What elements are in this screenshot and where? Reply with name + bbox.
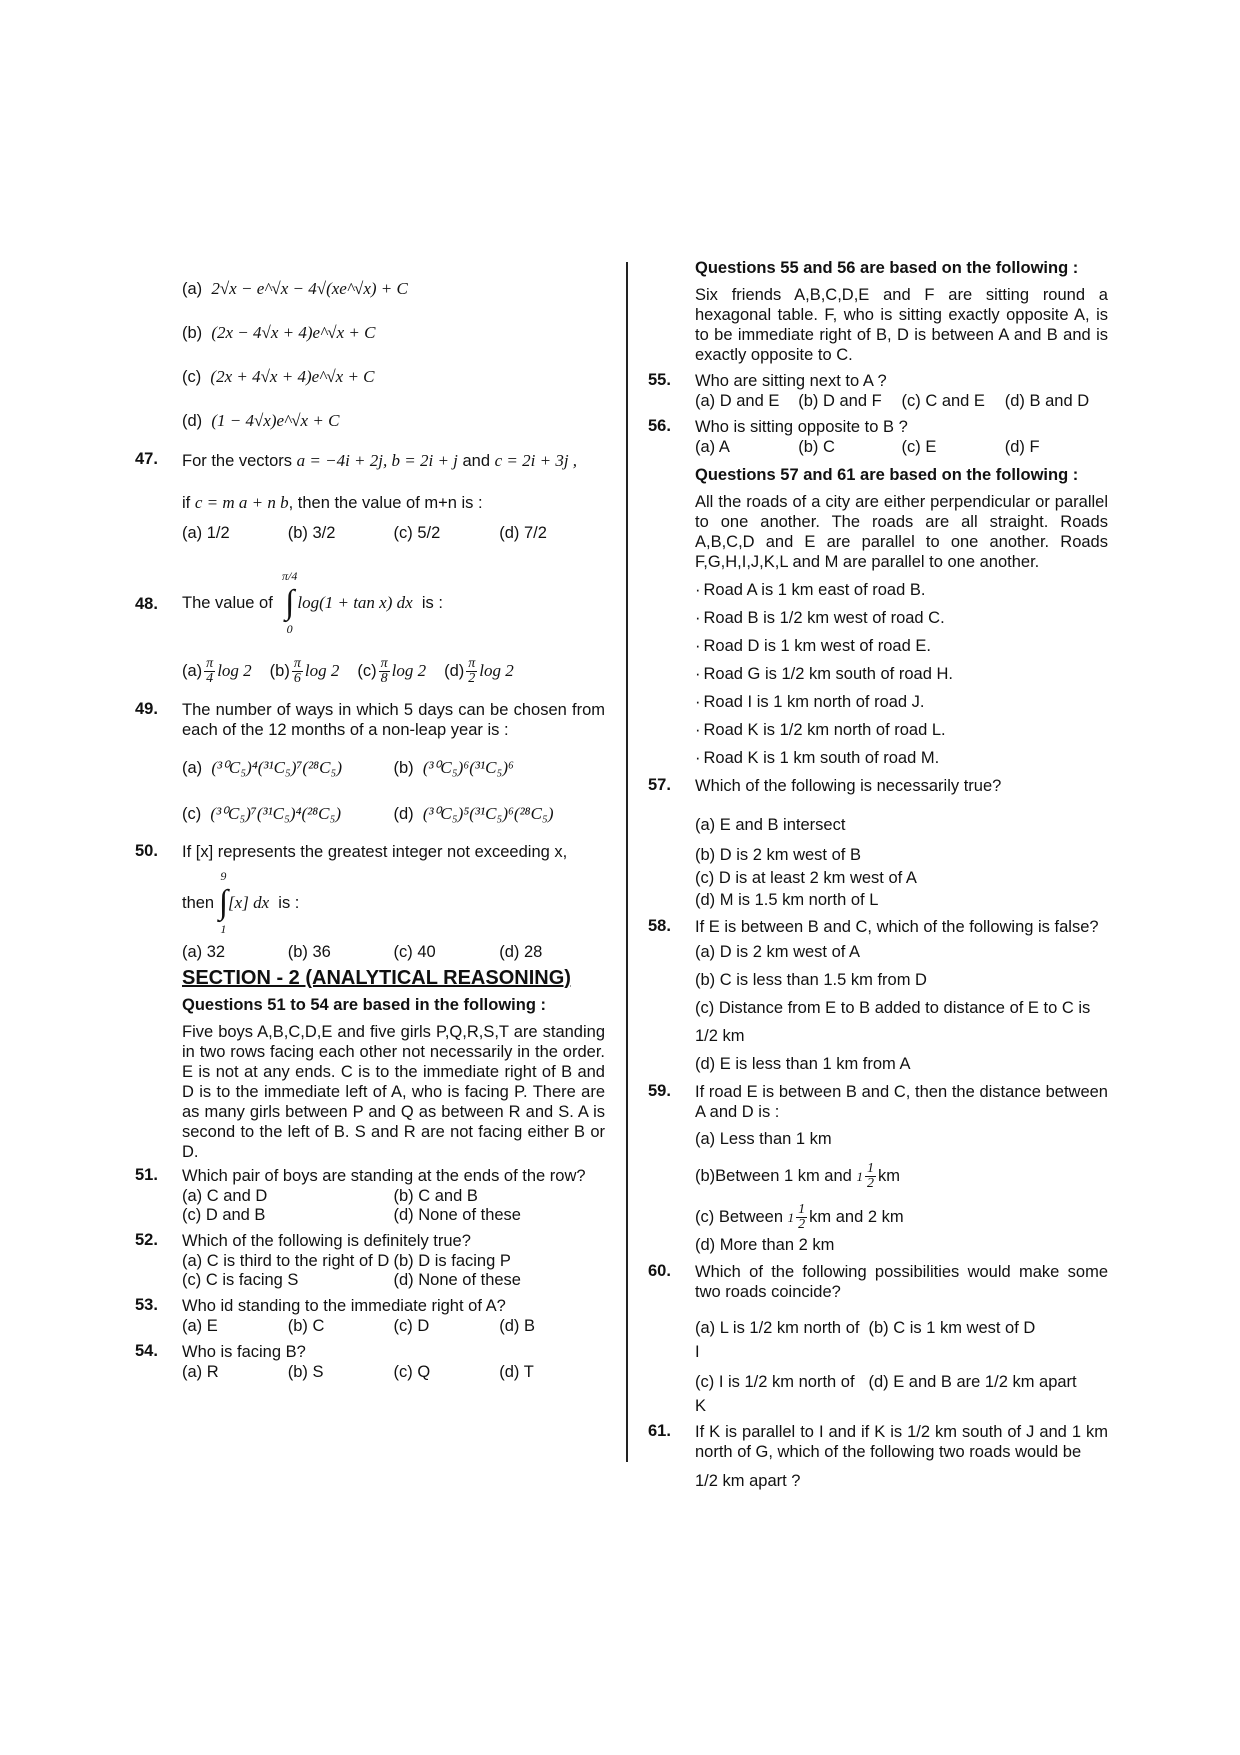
- question-number: 48.: [135, 595, 158, 613]
- option-b: (b) (³⁰C₅)⁶(³¹C₅)⁶: [393, 758, 514, 777]
- options-row-1: (a) C and D (b) C and B: [182, 1187, 478, 1205]
- question-50: [135, 842, 605, 962]
- options-row-2: [182, 804, 605, 824]
- question-text: Who are sitting next to A ?: [695, 372, 887, 390]
- question-59: [648, 1082, 1108, 1258]
- question-number: 61.: [648, 1422, 671, 1440]
- question-46-options: [135, 278, 605, 432]
- question-number: 51.: [135, 1166, 158, 1184]
- option-a: (a) D is 2 km west of A: [695, 943, 861, 961]
- fact-item: · Road D is 1 km west of road E.: [695, 632, 1108, 660]
- question-number: 58.: [648, 917, 671, 935]
- option-a: (a) 2√x − e^√x − 4√(xe^√x) + C: [182, 279, 408, 298]
- option-c-cont: 1/2 km: [695, 1027, 745, 1045]
- option-b: (b) C is less than 1.5 km from D: [695, 971, 927, 989]
- question-number: 47.: [135, 450, 158, 468]
- option-c: (c) 5/2: [393, 524, 441, 542]
- question-text: If E is between B and C, which of the following is false?: [695, 918, 1099, 936]
- question-text: If K is parallel to I and if K is 1/2 km south of J and 1 km north of G, which of the following two roads would be: [695, 1423, 1108, 1461]
- question-55: [648, 371, 1108, 411]
- option-b: (b) 36: [287, 943, 331, 961]
- passage-heading: Questions 51 to 54 are based in the following :: [182, 996, 546, 1014]
- question-text-2: then 9 ∫ 1 [x] dx is :: [182, 869, 300, 936]
- question-58: [648, 917, 1108, 1078]
- question-51: [135, 1166, 605, 1225]
- question-text: Which pair of boys are standing at the ends of the row?: [182, 1167, 586, 1185]
- question-54: [135, 1342, 605, 1382]
- question-text-2: if c = m a + n b, then the value of m+n is :: [182, 493, 483, 512]
- option-a: (a) 32: [182, 943, 226, 961]
- option-a: (a) 1/2: [182, 524, 230, 542]
- question-number: 49.: [135, 700, 158, 718]
- question-number: 60.: [648, 1262, 671, 1280]
- passage-text: Six friends A,B,C,D,E and F are sitting round a hexagonal table. F, who is sitting exactly opposite A, is to be immediate right of B, D is between A and B and is exactly opposite to C.: [695, 286, 1108, 364]
- option-d: (d) More than 2 km: [695, 1236, 835, 1254]
- question-number: 56.: [648, 417, 671, 435]
- integral-sign: 9 ∫ 1: [218, 869, 229, 936]
- options-row-1: (a) L is 1/2 km north of I (b) C is 1 km west of D: [695, 1319, 1036, 1361]
- question-text: Who is sitting opposite to B ?: [695, 418, 908, 436]
- option-d: (d) E is less than 1 km from A: [695, 1055, 911, 1073]
- option-d: (d) (1 − 4√x)e^√x + C: [182, 411, 340, 430]
- option-c: (c) (³⁰C₅)⁷(³¹C₅)⁴(²⁸C₅): [182, 804, 342, 823]
- question-49: [135, 700, 605, 824]
- question-text: If [x] represents the greatest integer not exceeding x,: [182, 843, 568, 861]
- question-text-2: 1/2 km apart ?: [695, 1472, 801, 1490]
- option-b: (b) $\frac{\pi}{6}$ log 2: [269, 656, 340, 686]
- question-number: 52.: [135, 1231, 158, 1249]
- question-text: For the vectors a = −4i + 2j, b = 2i + j and c = 2i + 3j ,: [182, 451, 578, 470]
- question-text: The value of π/4 ∫ 0 log(1 + tan x) dx is :: [182, 569, 443, 636]
- question-number: 54.: [135, 1342, 158, 1360]
- question-47: [135, 450, 605, 543]
- column-divider: [626, 262, 628, 1462]
- option-c: (c) (2x + 4√x + 4)e^√x + C: [182, 367, 375, 386]
- option-c: (c) $\frac{\pi}{8}$ log 2: [357, 656, 427, 686]
- option-a: (a) Less than 1 km: [695, 1130, 832, 1148]
- option-b: (b) 3/2: [287, 524, 336, 542]
- question-number: 53.: [135, 1296, 158, 1314]
- question-text: Who id standing to the immediate right of A?: [182, 1297, 506, 1315]
- option-a: (a) $\frac{\pi}{4}$ log 2: [182, 656, 252, 686]
- question-number: 57.: [648, 776, 671, 794]
- options-row: [182, 524, 605, 543]
- fact-item: · Road K is 1 km south of road M.: [695, 744, 1108, 772]
- options-row-1: (a) C is third to the right of D (b) D is facing P: [182, 1252, 511, 1270]
- question-number: 50.: [135, 842, 158, 860]
- section-title: SECTION - 2 (ANALYTICAL REASONING): [182, 967, 571, 989]
- question-text: Which of the following is necessarily true?: [695, 777, 1002, 795]
- options-row-1: [182, 758, 605, 778]
- left-column: [135, 258, 605, 1382]
- passage-heading: Questions 57 and 61 are based on the following :: [695, 466, 1079, 484]
- question-number: 55.: [648, 371, 671, 389]
- option-c: (c) Distance from E to B added to distance of E to C is: [695, 999, 1091, 1017]
- options-row: [182, 657, 605, 686]
- question-text: Which of the following is definitely true?: [182, 1232, 471, 1250]
- question-57: [648, 776, 1108, 911]
- options-row: (a) R (b) S (c) Q (d) T: [182, 1363, 534, 1381]
- question-56: [648, 417, 1108, 457]
- question-text: Which of the following possibilities would make some two roads coincide?: [695, 1263, 1108, 1301]
- passage-text: Five boys A,B,C,D,E and five girls P,Q,R,S,T are standing in two rows facing each other not necessarily in the order. E is not at any ends. C is to the immediate right of B and D is to the immediate left of A, who is facing P. There are as many girls between P and Q as between R and S. A is second to the left of B. S and R are not facing either B or D.: [182, 1023, 605, 1161]
- options-row-2: (c) C is facing S (d) None of these: [182, 1271, 521, 1289]
- fact-item: · Road I is 1 km north of road J.: [695, 688, 1108, 716]
- passage-text: All the roads of a city are either perpendicular or parallel to one another. The roads are all straight. Roads A,B,C,D and E are parallel to one another. Roads F,G,H,I,J,K,L and M are parallel to one another.: [695, 493, 1108, 571]
- option-d: (d) $\frac{\pi}{2}$ log 2: [444, 656, 514, 686]
- fact-item: · Road B is 1/2 km west of road C.: [695, 604, 1108, 632]
- section-block: [135, 968, 605, 1162]
- options-row: (a) E (b) C (c) D (d) B: [182, 1317, 536, 1335]
- question-60: [648, 1262, 1108, 1418]
- question-text: Who is facing B?: [182, 1343, 306, 1361]
- fact-item: · Road G is 1/2 km south of road H.: [695, 660, 1108, 688]
- option-d: (d) 28: [499, 943, 543, 961]
- options-row-2: (c) I is 1/2 km north of K (d) E and B are 1/2 km apart: [695, 1373, 1077, 1415]
- fact-item: · Road A is 1 km east of road B.: [695, 576, 1108, 604]
- option-a: (a) (³⁰C₅)⁴(³¹C₅)⁷(²⁸C₅): [182, 758, 342, 777]
- option-b: (b) (2x − 4√x + 4)e^√x + C: [182, 323, 376, 342]
- options-row: [182, 943, 605, 962]
- question-48: [135, 569, 605, 686]
- option-d: (d) 7/2: [499, 524, 547, 542]
- option-d: (d) (³⁰C₅)⁵(³¹C₅)⁶(²⁸C₅): [393, 804, 554, 823]
- option-c: (c) Between 1 $\frac{1}{2}$ km and 2 km: [695, 1202, 904, 1232]
- options-row: (a) D and E (b) D and F (c) C and E (d) B and D: [695, 392, 1090, 410]
- question-52: [135, 1231, 605, 1290]
- integral-sign: π/4 ∫ 0: [281, 569, 298, 636]
- question-text: If road E is between B and C, then the distance between A and D is :: [695, 1083, 1108, 1121]
- options-row-2: (c) D and B (d) None of these: [182, 1206, 521, 1224]
- option-c: (c) 40: [393, 943, 436, 961]
- option-d: (d) M is 1.5 km north of L: [695, 891, 879, 909]
- question-number: 59.: [648, 1082, 671, 1100]
- fact-item: · Road K is 1/2 km north of road L.: [695, 716, 1108, 744]
- question-53: [135, 1296, 605, 1336]
- passage-55: [648, 258, 1108, 365]
- question-61: [648, 1422, 1108, 1494]
- option-b: (b) D is 2 km west of B: [695, 846, 861, 864]
- right-column: [648, 258, 1108, 1494]
- option-b: (b)Between 1 km and 1 $\frac{1}{2}$ km: [695, 1161, 900, 1191]
- options-row: (a) A (b) C (c) E (d) F: [695, 438, 1040, 456]
- option-c: (c) D is at least 2 km west of A: [695, 869, 917, 887]
- question-text: The number of ways in which 5 days can be chosen from each of the 12 months of a non-leap year is :: [182, 701, 605, 739]
- passage-57: [648, 465, 1108, 772]
- option-a: (a) E and B intersect: [695, 816, 846, 834]
- passage-heading: Questions 55 and 56 are based on the following :: [695, 259, 1079, 277]
